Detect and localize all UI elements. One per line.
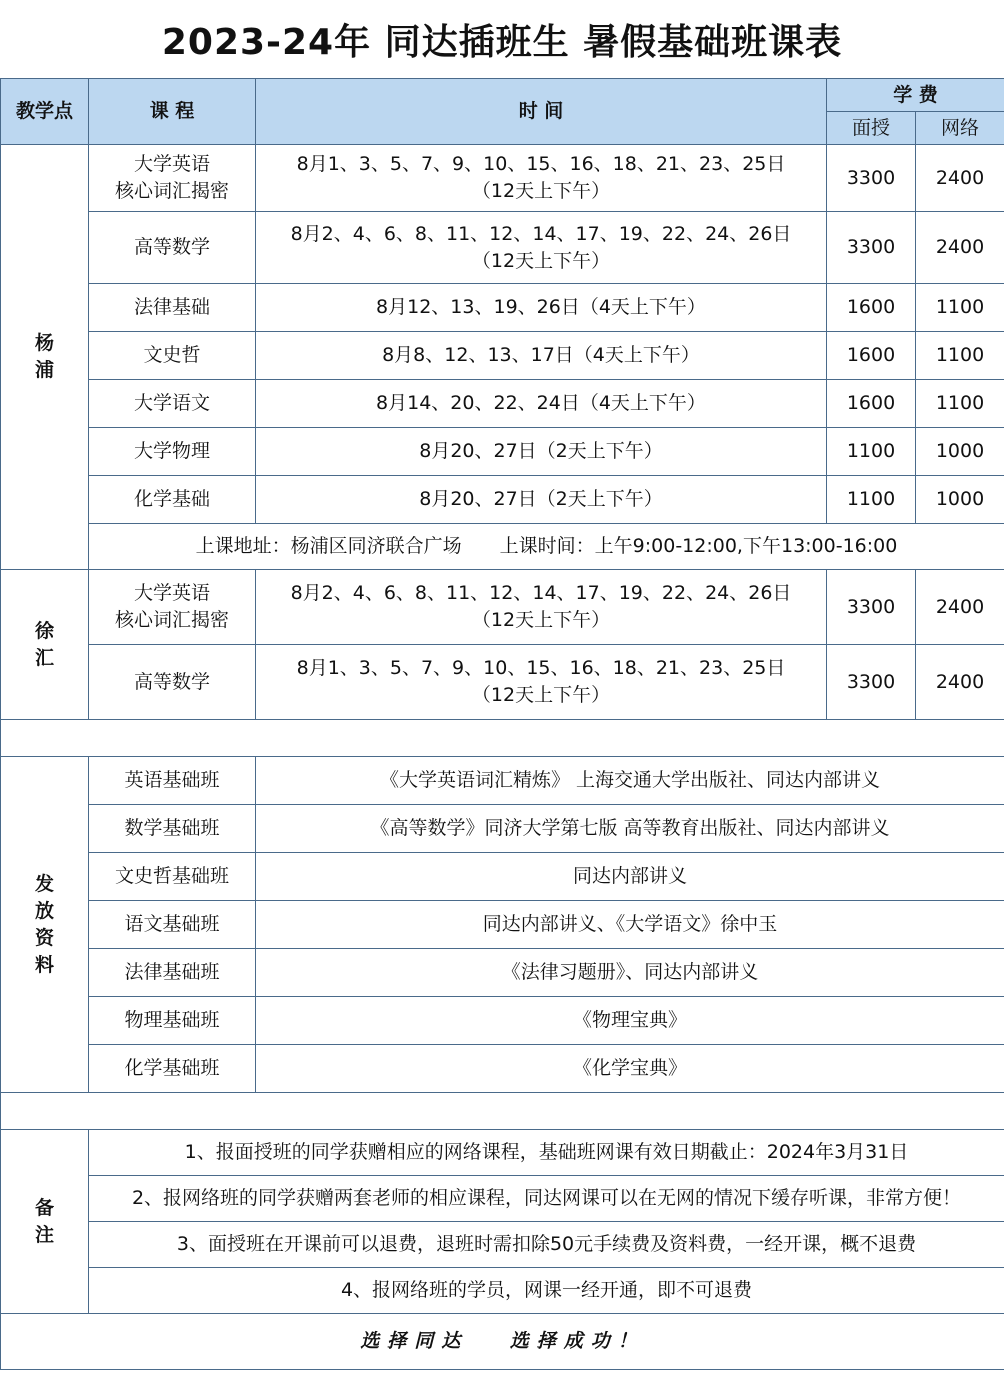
material-detail: 《化学宝典》 [256,1045,1004,1093]
schedule-table [0,78,1004,1370]
note-item: 3、面授班在开课前可以退费，退班时需扣除50元手续费及资料费，一经开课，概不退费 [89,1222,1004,1268]
material-row [1,805,1004,853]
fee-offline: 1600 [827,380,916,428]
header-fee: 学 费 [827,79,1004,112]
course-name: 大学英语 核心词汇揭密 [89,570,256,645]
course-name: 高等数学 [89,645,256,720]
material-row [1,949,1004,997]
course-time: 8月12、13、19、26日（4天上下午） [256,284,827,332]
fee-online: 2400 [916,212,1004,284]
course-time: 8月2、4、6、8、11、12、14、17、19、22、24、26日 （12天上下午） [256,212,827,284]
spacer [1,720,1004,757]
course-time: 8月2、4、6、8、11、12、14、17、19、22、24、26日 （12天上下午） [256,570,827,645]
page-title: 2023-24年 同达插班生 暑假基础班课表 [161,21,843,63]
header-row [1,79,1004,112]
note-row [1,1130,1004,1176]
fee-offline: 1100 [827,428,916,476]
section-materials: 发放资料 [1,757,89,1093]
material-course: 英语基础班 [89,757,256,805]
material-row [1,901,1004,949]
spacer-row [1,1093,1004,1130]
fee-online: 1000 [916,428,1004,476]
fee-online: 2400 [916,645,1004,720]
note-item: 2、报网络班的同学获赠两套老师的相应课程，同达网课可以在无网的情况下缓存听课，非常方便！ [89,1176,1004,1222]
fee-offline: 1600 [827,284,916,332]
note-row [1,1176,1004,1222]
fee-online: 1100 [916,284,1004,332]
slogan: 选择同达 选择成功！ [1,1314,1004,1370]
fee-online: 2400 [916,145,1004,212]
course-time: 8月14、20、22、24日（4天上下午） [256,380,827,428]
fee-offline: 3300 [827,645,916,720]
fee-offline: 3300 [827,145,916,212]
location-yangpu: 杨浦 [1,145,89,570]
fee-offline: 1600 [827,332,916,380]
material-course: 文史哲基础班 [89,853,256,901]
material-course: 法律基础班 [89,949,256,997]
course-row [1,212,1004,284]
note-item: 1、报面授班的同学获赠相应的网络课程，基础班网课有效日期截止：2024年3月31日 [89,1130,1004,1176]
course-time: 8月20、27日（2天上下午） [256,428,827,476]
course-name: 法律基础 [89,284,256,332]
course-name: 大学英语 核心词汇揭密 [89,145,256,212]
spacer-row [1,720,1004,757]
slogan-row [1,1314,1004,1370]
address-row [1,524,1004,570]
note-row [1,1222,1004,1268]
course-row [1,284,1004,332]
course-row [1,332,1004,380]
yangpu-address: 上课地址：杨浦区同济联合广场 上课时间：上午9:00-12:00,下午13:00-16:00 [89,524,1004,570]
material-row [1,1045,1004,1093]
material-detail: 同达内部讲义、《大学语文》徐中玉 [256,901,1004,949]
fee-offline: 3300 [827,212,916,284]
course-row [1,428,1004,476]
course-row [1,476,1004,524]
material-row [1,997,1004,1045]
fee-online: 1000 [916,476,1004,524]
section-notes: 备注 [1,1130,89,1314]
material-row [1,853,1004,901]
course-name: 大学物理 [89,428,256,476]
material-course: 物理基础班 [89,997,256,1045]
note-row [1,1268,1004,1314]
material-detail: 《高等数学》同济大学第七版 高等教育出版社、同达内部讲义 [256,805,1004,853]
fee-online: 1100 [916,380,1004,428]
material-row [1,757,1004,805]
header-course: 课 程 [89,79,256,145]
material-course: 数学基础班 [89,805,256,853]
note-item: 4、报网络班的学员，网课一经开通，即不可退费 [89,1268,1004,1314]
header-fee-offline: 面授 [827,112,916,145]
header-location: 教学点 [1,79,89,145]
fee-online: 1100 [916,332,1004,380]
fee-online: 2400 [916,570,1004,645]
course-row [1,380,1004,428]
course-time: 8月1、3、5、7、9、10、15、16、18、21、23、25日 （12天上下午） [256,145,827,212]
location-xuhui: 徐汇 [1,570,89,720]
course-row [1,645,1004,720]
course-name: 高等数学 [89,212,256,284]
course-name: 化学基础 [89,476,256,524]
material-detail: 《大学英语词汇精炼》 上海交通大学出版社、同达内部讲义 [256,757,1004,805]
header-time: 时 间 [256,79,827,145]
course-time: 8月8、12、13、17日（4天上下午） [256,332,827,380]
course-time: 8月20、27日（2天上下午） [256,476,827,524]
material-course: 化学基础班 [89,1045,256,1093]
fee-offline: 1100 [827,476,916,524]
course-row [1,145,1004,212]
fee-offline: 3300 [827,570,916,645]
spacer [1,1093,1004,1130]
material-detail: 同达内部讲义 [256,853,1004,901]
course-row [1,570,1004,645]
course-name: 文史哲 [89,332,256,380]
course-time: 8月1、3、5、7、9、10、15、16、18、21、23、25日 （12天上下午） [256,645,827,720]
header-fee-online: 网络 [916,112,1004,145]
course-name: 大学语文 [89,380,256,428]
material-detail: 《法律习题册》、同达内部讲义 [256,949,1004,997]
material-course: 语文基础班 [89,901,256,949]
material-detail: 《物理宝典》 [256,997,1004,1045]
